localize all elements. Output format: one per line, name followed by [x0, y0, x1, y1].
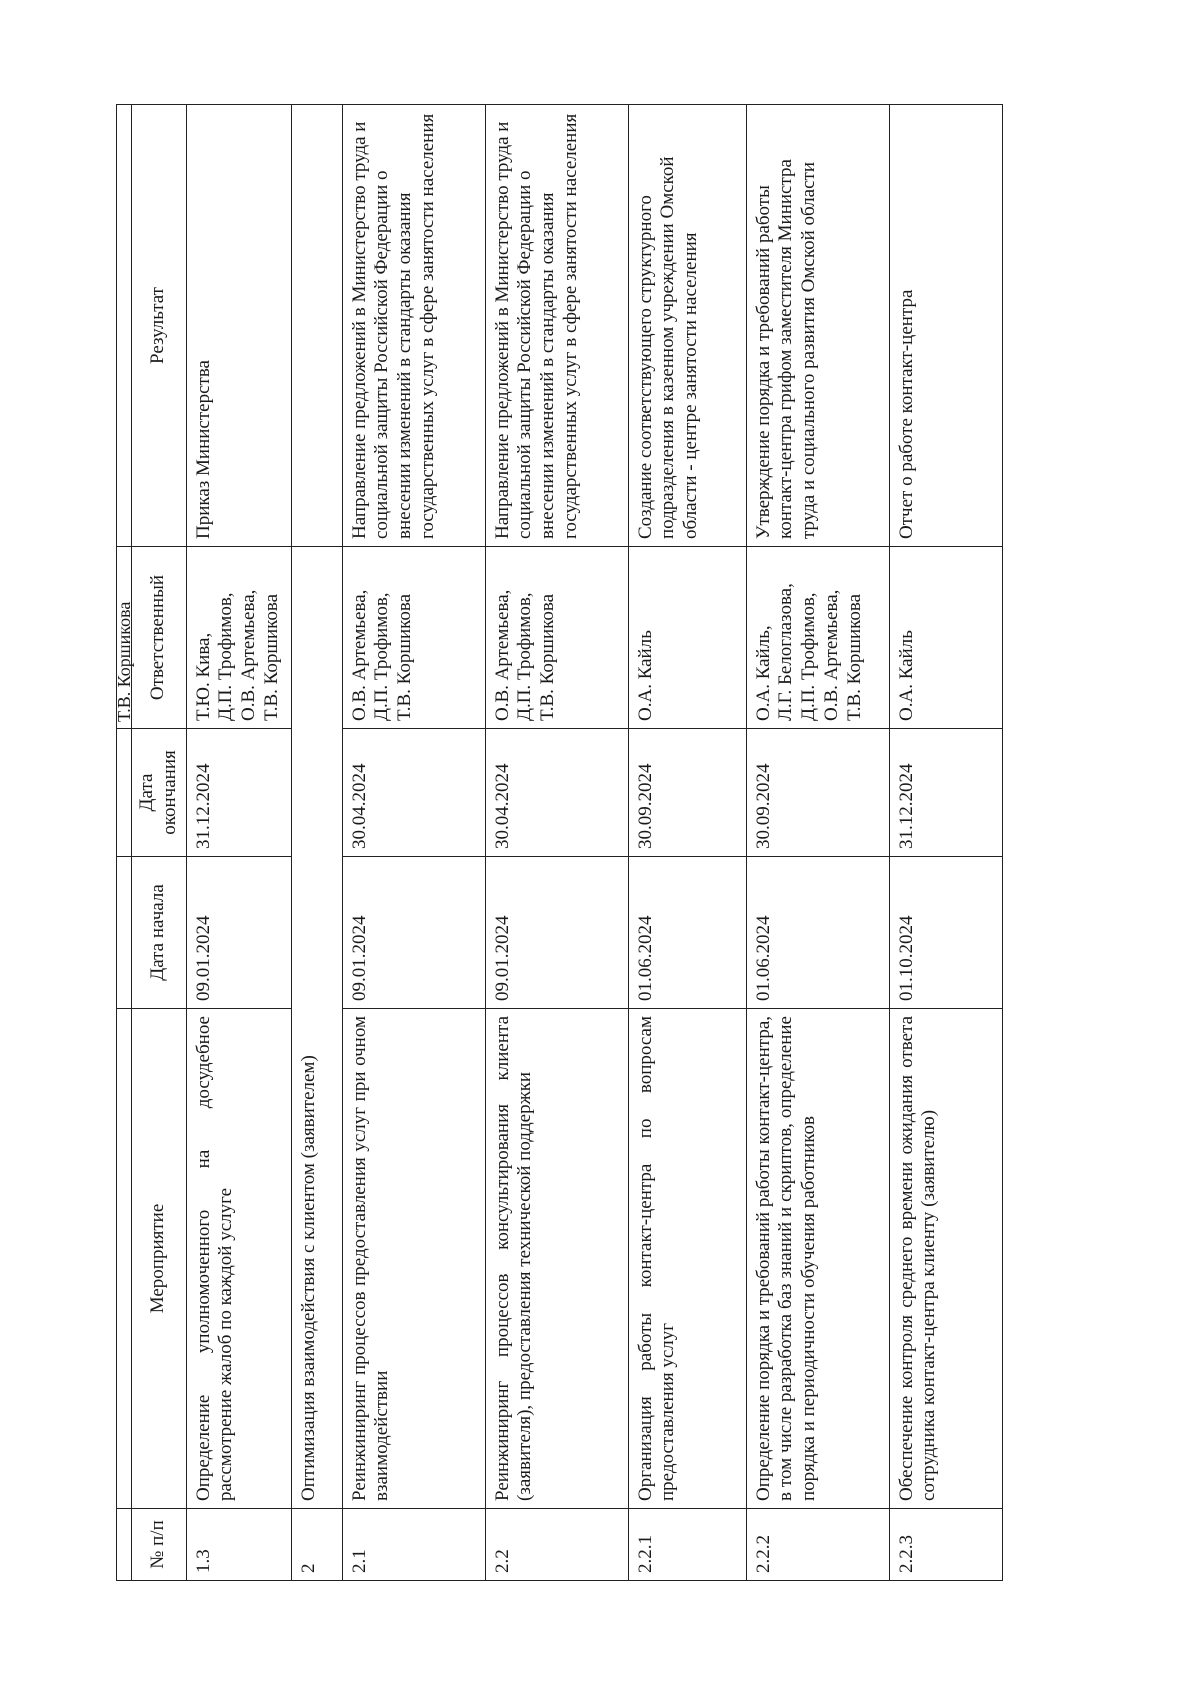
- carryover-cell: [117, 105, 132, 547]
- row-responsible: О.А. Кайль: [889, 547, 1002, 729]
- table-row: [485, 105, 628, 1581]
- row-num: 1.3: [186, 1509, 291, 1581]
- plan-table: [116, 104, 1003, 1581]
- row-result: [291, 105, 342, 547]
- table-row: [628, 105, 746, 1581]
- row-result: Направление предложений в Министерство труда и социальной защиты Российской Федерации о внесении изменений в стандарты оказания государственных услуг в сфере занятости населения: [485, 105, 628, 547]
- carryover-cell: [117, 1009, 132, 1509]
- row-event: Определение порядка и требований работы контакт-центра, в том числе разработка баз знаний и скриптов, определение порядка и периодичности обучения работников: [746, 1009, 889, 1509]
- row-num: 2.2.3: [889, 1509, 1002, 1581]
- row-event: Реинжиниринг процессов консультирования клиента (заявителя), предоставления технической поддержки: [485, 1009, 628, 1509]
- carryover-cell: [117, 729, 132, 857]
- row-responsible: О.В. Артемьева, Д.П. Трофимов, Т.В. Коршикова: [342, 547, 485, 729]
- row-end: 30.04.2024: [342, 729, 485, 857]
- row-result: Отчет о работе контакт-центра: [889, 105, 1002, 547]
- row-start: 09.01.2024: [342, 857, 485, 1009]
- row-start: 09.01.2024: [186, 857, 291, 1009]
- carryover-cell: [117, 1509, 132, 1581]
- row-num: 2.2.2: [746, 1509, 889, 1581]
- document-page: [116, 105, 1124, 1581]
- section-title: Оптимизация взаимодействия с клиентом (заявителем): [291, 547, 342, 1509]
- header-result: Результат: [132, 105, 187, 547]
- row-start: 09.01.2024: [485, 857, 628, 1009]
- row-event: Обеспечение контроля среднего времени ожидания ответа сотрудника контакт-центра клиенту (заявителю): [889, 1009, 1002, 1509]
- row-num: 2.1: [342, 1509, 485, 1581]
- table-header: [132, 105, 187, 1581]
- carryover-row: [117, 105, 132, 1581]
- row-responsible: О.А. Кайль, Л.Г. Белоглазова, Д.П. Трофимов, О.В. Артемьева, Т.В. Коршикова: [746, 547, 889, 729]
- row-event: Организация работы контакт-центра по вопросам предоставления услуг: [628, 1009, 746, 1509]
- row-responsible: Т.Ю. Кива, Д.П. Трофимов, О.В. Артемьева, Т.В. Коршикова: [186, 547, 291, 729]
- header-event: Мероприятие: [132, 1009, 187, 1509]
- table-row: [186, 105, 291, 1581]
- row-num: 2.2.1: [628, 1509, 746, 1581]
- section-row: [291, 105, 342, 1581]
- row-result: Приказ Министерства: [186, 105, 291, 547]
- row-end: 30.09.2024: [746, 729, 889, 857]
- row-responsible: О.В. Артемьева, Д.П. Трофимов, Т.В. Коршикова: [485, 547, 628, 729]
- row-end: 31.12.2024: [889, 729, 1002, 857]
- row-num: 2.2: [485, 1509, 628, 1581]
- table-row: [746, 105, 889, 1581]
- header-num: № п/п: [132, 1509, 187, 1581]
- row-result: Утверждение порядка и требований работы контакт-центра грифом заместителя Министра труда и социального развития Омской области: [746, 105, 889, 547]
- table-row: [889, 105, 1002, 1581]
- carryover-responsible: Т.В. Коршикова: [117, 547, 132, 729]
- row-responsible: О.А. Кайль: [628, 547, 746, 729]
- row-end: 31.12.2024: [186, 729, 291, 857]
- row-result: Создание соответствующего структурного подразделения в казенном учреждении Омской области - центре занятости населения: [628, 105, 746, 547]
- header-end: Дата окончания: [132, 729, 187, 857]
- row-end: 30.09.2024: [628, 729, 746, 857]
- header-responsible: Ответственный: [132, 547, 187, 729]
- row-start: 01.06.2024: [746, 857, 889, 1009]
- carryover-cell: [117, 857, 132, 1009]
- table-row: [342, 105, 485, 1581]
- row-result: Направление предложений в Министерство труда и социальной защиты Российской Федерации о внесении изменений в стандарты оказания государственных услуг в сфере занятости населения: [342, 105, 485, 547]
- row-end: 30.04.2024: [485, 729, 628, 857]
- row-start: 01.06.2024: [628, 857, 746, 1009]
- row-event: Определение уполномоченного на досудебное рассмотрение жалоб по каждой услуге: [186, 1009, 291, 1509]
- row-event: Реинжиниринг процессов предоставления услуг при очном взаимодействии: [342, 1009, 485, 1509]
- header-start: Дата начала: [132, 857, 187, 1009]
- row-start: 01.10.2024: [889, 857, 1002, 1009]
- row-num: 2: [291, 1509, 342, 1581]
